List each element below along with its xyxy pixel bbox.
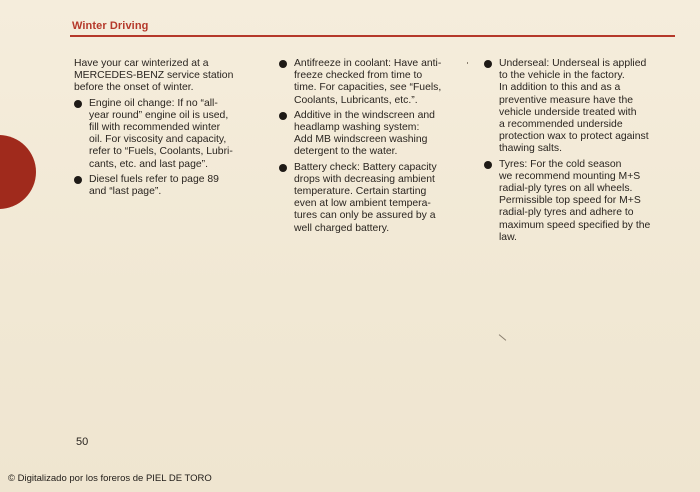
bullet-list-1 (74, 98, 274, 199)
bullet-icon (484, 60, 492, 68)
bullet-icon (74, 100, 82, 108)
bullet-icon (484, 161, 492, 169)
bullet-item (74, 174, 274, 198)
bullet-item (484, 58, 684, 156)
bullet-icon (279, 164, 287, 172)
bullet-text: Diesel fuels refer to page 89 and “last page”. (89, 173, 219, 198)
section-title: Winter Driving (72, 20, 149, 32)
bullet-icon (279, 112, 287, 120)
bullet-item (279, 162, 474, 235)
paper-speck (467, 62, 468, 64)
bullet-list-2 (279, 58, 474, 235)
bullet-text: Additive in the windscreen and headlamp washing system: Add MB windscreen washing detergent to the water. (294, 109, 435, 158)
scan-credit: © Digitalizado por los foreros de PIEL DE TORO (8, 473, 212, 484)
intro-paragraph: Have your car winterized at a MERCEDES-BENZ service station before the onset of winter. (74, 58, 234, 94)
column-2 (279, 58, 474, 238)
paper-speck (499, 334, 507, 341)
bullet-text: Underseal: Underseal is applied to the vehicle in the factory. In addition to this and as a preventive measure have the vehicle underside treated with a recommended underside protection wax to protect against thawing salts. (499, 58, 649, 155)
bullet-item (74, 98, 274, 171)
header-rule (70, 35, 675, 37)
bullet-icon (74, 176, 82, 184)
column-3 (484, 58, 684, 247)
bullet-list-3 (484, 58, 684, 244)
bullet-text: Antifreeze in coolant: Have anti- freeze checked from time to time. For capacities, see “Fuels, Coolants, Lubricants, etc.”. (294, 58, 442, 106)
thumb-index-tab (0, 135, 36, 209)
bullet-item (484, 159, 684, 244)
bullet-text: Engine oil change: If no “all- year round” engine oil is used, fill with recommended winter oil. For viscosity and capacity, refer to “Fuels, Coolants, Lubri- cants, etc. and last page”. (89, 97, 233, 170)
bullet-item (279, 58, 474, 107)
bullet-text: Battery check: Battery capacity drops with decreasing ambient temperature. Certain starting even at low ambient tempera- tures can only be assured by a well charged battery. (294, 161, 437, 234)
bullet-icon (279, 60, 287, 68)
bullet-text: Tyres: For the cold season we recommend mounting M+S radial-ply tyres on all wheels. Permissible top speed for M+S radial-ply tyres and adhere to maximum speed specified by the law. (499, 158, 651, 243)
page-number: 50 (76, 436, 89, 448)
column-1 (74, 58, 274, 201)
bullet-item (279, 110, 474, 159)
